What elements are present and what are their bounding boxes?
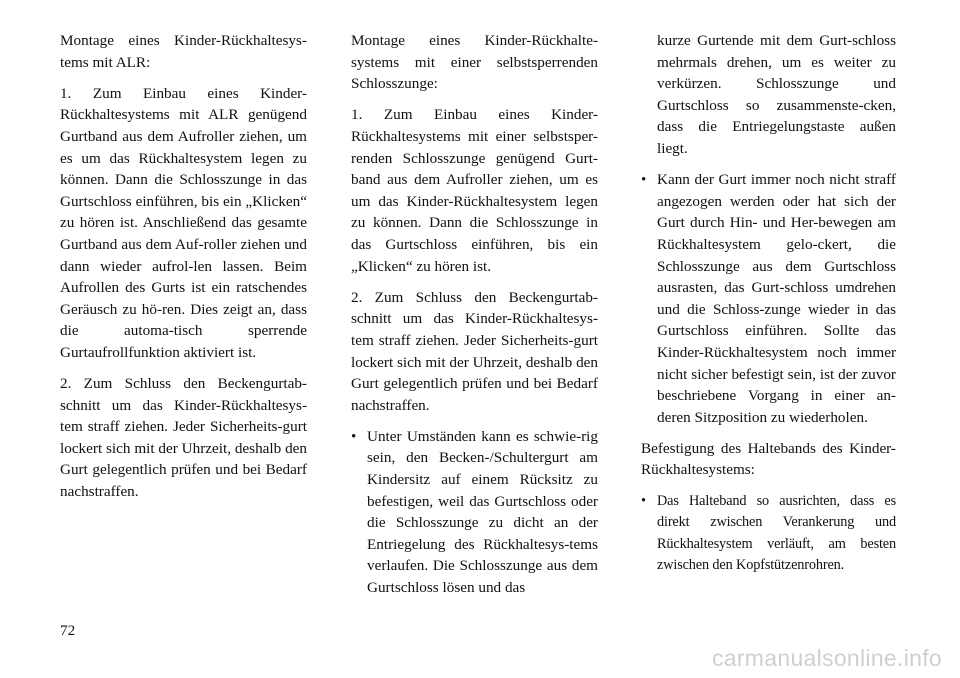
bullet-item-1-continued: kurze Gurtende mit dem Gurt-schloss mehrmals drehen, um es weiter zu verkürzen. Schlosszunge und Gurtschloss so zusammenste-cken, dass die Entriegelungstaste außen liegt. bbox=[657, 32, 896, 157]
text-column-1 bbox=[60, 30, 307, 512]
section-heading-alr: Montage eines Kinder-Rückhaltesys-tems mit ALR: bbox=[60, 32, 307, 71]
paragraph-step-2-locking-latch: 2. Zum Schluss den Beckengurtab-schnitt um das Kinder-Rückhaltesys-tem straff ziehen. Jeder Sicherheits-gurt lockert sich mit der Uhrzeit, deshalb den Gurt gelegentlich prüfen und bei Bedarf nachstraffen. bbox=[351, 288, 598, 414]
text-column-2 bbox=[351, 30, 598, 608]
paragraph-step-1-alr: 1. Zum Einbau eines Kinder-Rückhaltesystems mit ALR genügend Gurtband aus dem Aufroller ziehen, um es um das Rückhaltesystem legen zu können. Dann die Schlosszunge in das Gurtschloss einführen, bis ein „Klicken“ zu hören ist. Anschließend das gesamte Gurtband aus dem Auf-roller ziehen und dann wieder aufrol-len lassen. Beim Aufrollen des Gurts ist ein ratschendes Geräusch zu hö-ren. Dies zeigt an, dass die automa-tisch sperrende Gurtaufrollfunktion aktiviert ist. bbox=[60, 84, 307, 361]
paragraph-step-2-alr: 2. Zum Schluss den Beckengurtab-schnitt um das Kinder-Rückhaltesys-tem straff ziehen. Jeder Sicherheits-gurt lockert sich mit der Uhrzeit, deshalb den Gurt gelegentlich prüfen und bei Bedarf nachstraffen. bbox=[60, 375, 307, 501]
page-number: 72 bbox=[60, 622, 76, 639]
watermark-text: carmanualsonline.info bbox=[711, 645, 942, 671]
text-column-3 bbox=[641, 30, 896, 587]
bullet-item-2: • Kann der Gurt immer noch nicht straff angezogen werden oder hat sich der Gurt durch Hin- und Her-bewegen am Rückhaltesystem gelo-ckert, die Schlosszunge aus dem Gurtschloss ausrasten, das Gurt-schloss umdrehen und die Schloss-zunge wieder in das Gurtschloss einführen. Sollte das Kinder-Rückhaltesystem noch immer nicht sicher befestigt sein, ist der zuvor beschriebene Vorgang in einer an-deren Sitzposition zu wiederholen. bbox=[641, 169, 896, 428]
paragraph-step-1-locking-latch: 1. Zum Einbau eines Kinder-Rückhaltesystems mit einer selbstsper-renden Schlosszunge genügend Gurt-band aus dem Aufroller ziehen, um es um das Kinder-Rückhaltesystem legen zu können. Dann die Schlosszunge in das Gurtschloss einführen, bis ein „Klicken“ zu hören ist. bbox=[351, 106, 598, 275]
section-heading-tether: Befestigung des Haltebands des Kinder-Rückhaltesystems: bbox=[641, 439, 896, 479]
bullet-item-3: • Das Halteband so ausrichten, dass es direkt zwischen Verankerung und Rückhaltesystem verläuft, am besten zwischen den Kopfstützenrohren. bbox=[641, 491, 896, 577]
section-heading-locking-latch: Montage eines Kinder-Rückhalte-systems mit einer selbstsperrenden Schlosszunge: bbox=[351, 32, 598, 93]
bullet-item-1: • Unter Umständen kann es schwie-rig sein, den Becken-/Schultergurt am Kindersitz auf einem Rücksitz zu befestigen, weil das Gurtschloss oder die Schlosszunge zu dicht an der Entriegelung des Rückhaltesys-tems verlaufen. Die Schlosszunge aus dem Gurtschloss lösen und das bbox=[351, 426, 598, 599]
